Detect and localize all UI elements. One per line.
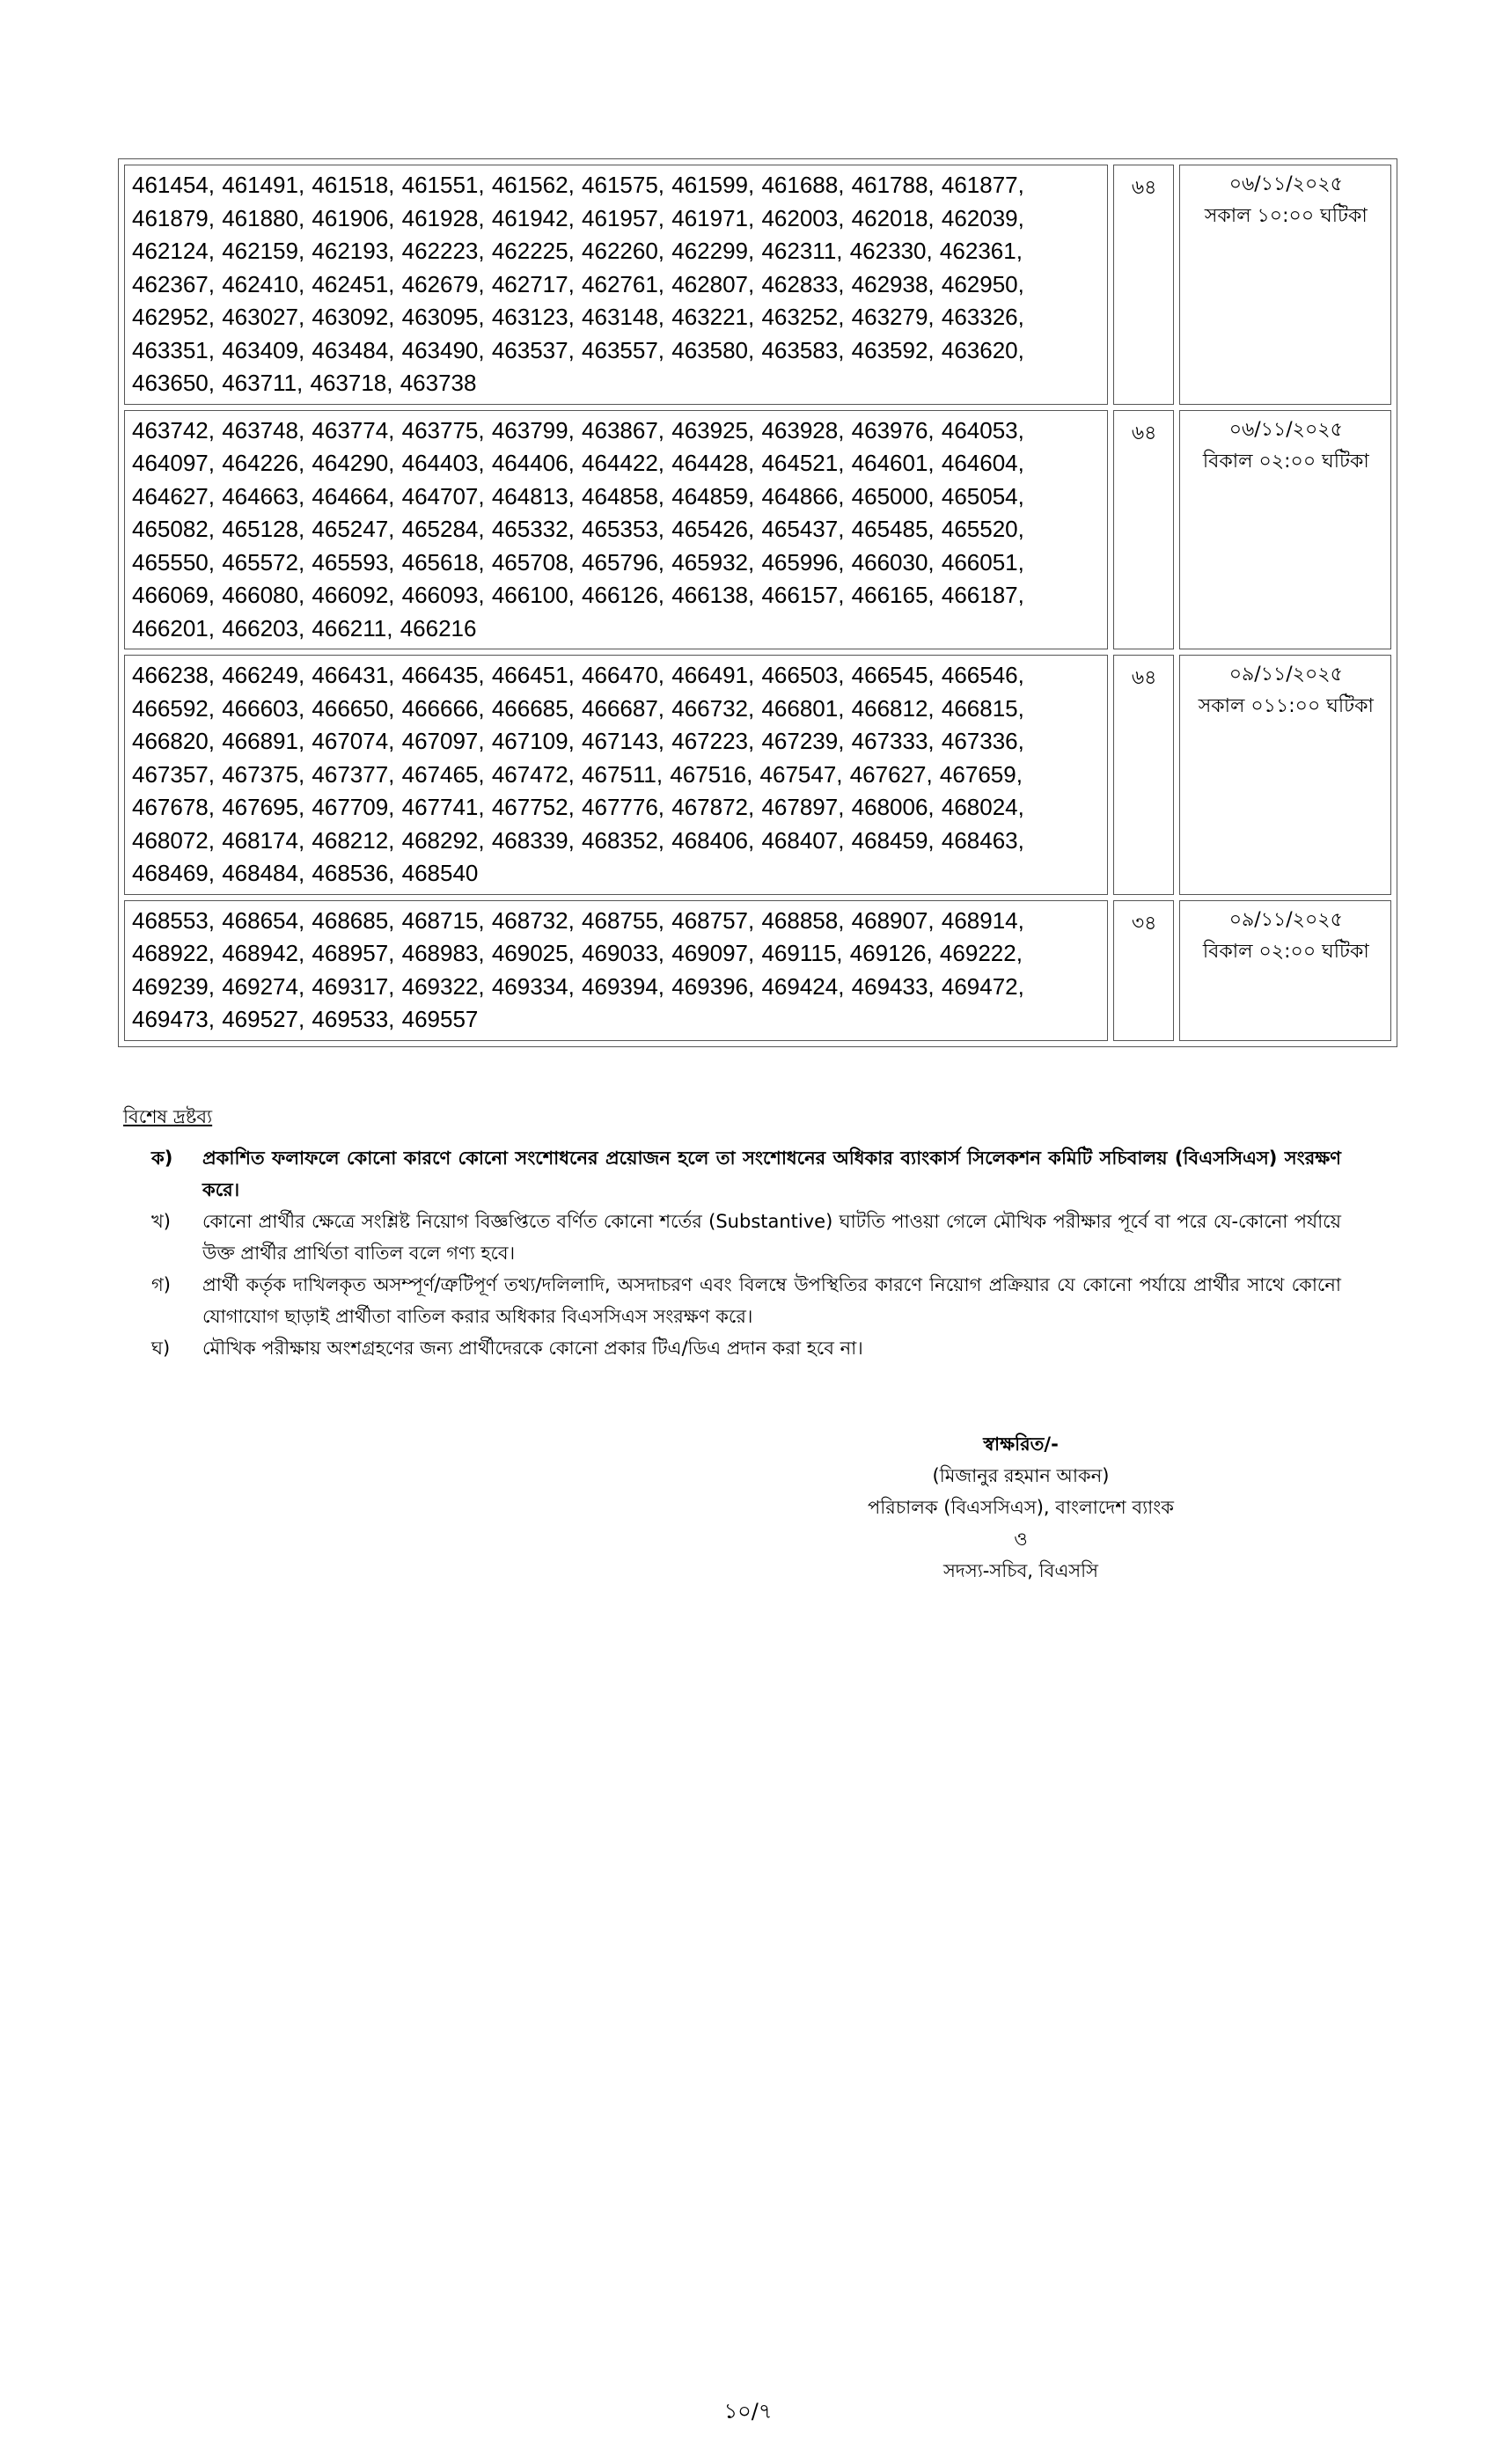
candidate-count-cell: ৬৪ [1113,410,1174,650]
candidate-count-cell: ৩৪ [1113,900,1174,1041]
note-text: প্রকাশিত ফলাফলে কোনো কারণে কোনো সংশোধনের প্রয়োজন হলে তা সংশোধনের অধিকার ব্যাংকার্স সিলেকশন কমিটি সচিবালয় (বিএসসিএস) সংরক্ষণ করে। [202,1148,1341,1200]
list-item [151,1269,1341,1332]
candidate-count-cell: ৬৪ [1113,655,1174,895]
signature-block [792,1428,1250,1587]
table-row [124,900,1391,1041]
date-time-cell [1179,655,1391,895]
note-marker: ঘ) [151,1338,171,1359]
signatory-designation: পরিচালক (বিএসসিএস), বাংলাদেশ ব্যাংক [868,1497,1174,1518]
signed-mark: স্বাক্ষরিত/- [983,1434,1059,1455]
date-time-cell [1179,410,1391,650]
date-time-cell [1179,900,1391,1041]
notes-list [151,1142,1341,1364]
date-time-cell [1179,165,1391,405]
roll-numbers-cell: 466238, 466249, 466431, 466435, 466451, 466470, 466491, 466503, 466545, 466546, 466592, 466603, 466650, 466666, 466685, 466687, 466732, 466801, 466812, 466815, 466820, 466891, 467074, 467097, 467109, 467143, 467223, 467239, 467333, 467336, 467357, 467375, 467377, 467465, 467472, 467511, 467516, 467547, 467627, 467659, 467678, 467695, 467709, 467741, 467752, 467776, 467872, 467897, 468006, 468024, 468072, 468174, 468212, 468292, 468339, 468352, 468406, 468407, 468459, 468463, 468469, 468484, 468536, 468540 [124,655,1108,895]
signatory-role: সদস্য-সচিব, বিএসসি [942,1560,1099,1581]
viva-time: সকাল ০১১:০০ ঘটিকা [1198,695,1374,717]
roll-numbers-cell: 468553, 468654, 468685, 468715, 468732, 468755, 468757, 468858, 468907, 468914, 468922, 468942, 468957, 468983, 469025, 469033, 469097, 469115, 469126, 469222, 469239, 469274, 469317, 469322, 469334, 469394, 469396, 469424, 469433, 469472, 469473, 469527, 469533, 469557 [124,900,1108,1041]
roll-numbers-cell: 463742, 463748, 463774, 463775, 463799, 463867, 463925, 463928, 463976, 464053, 464097, 464226, 464290, 464403, 464406, 464422, 464428, 464521, 464601, 464604, 464627, 464663, 464664, 464707, 464813, 464858, 464859, 464866, 465000, 465054, 465082, 465128, 465247, 465284, 465332, 465353, 465426, 465437, 465485, 465520, 465550, 465572, 465593, 465618, 465708, 465796, 465932, 465996, 466030, 466051, 466069, 466080, 466092, 466093, 466100, 466126, 466138, 466157, 466165, 466187, 466201, 466203, 466211, 466216 [124,410,1108,650]
signatory-name: (মিজানুর রহমান আকন) [932,1465,1110,1486]
note-marker: ক) [151,1148,173,1169]
note-text: মৌখিক পরীক্ষায় অংশগ্রহণের জন্য প্রার্থীদেরকে কোনো প্রকার টিএ/ডিএ প্রদান করা হবে না। [202,1338,863,1359]
candidate-count-cell: ৬৪ [1113,165,1174,405]
viva-schedule-table [118,158,1397,1047]
viva-date: ০৬/১১/২০২৫ [1228,418,1343,441]
viva-time: সকাল ১০:০০ ঘটিকা [1204,205,1368,227]
notes-heading: বিশেষ দ্রষ্টব্য [123,1106,213,1127]
viva-time: বিকাল ০২:০০ ঘটিকা [1202,940,1369,963]
viva-date: ০৯/১১/২০২৫ [1228,664,1343,686]
page-number: ১০/৭ [723,2399,773,2424]
roll-numbers-cell: 461454, 461491, 461518, 461551, 461562, 461575, 461599, 461688, 461788, 461877, 461879, 461880, 461906, 461928, 461942, 461957, 461971, 462003, 462018, 462039, 462124, 462159, 462193, 462223, 462225, 462260, 462299, 462311, 462330, 462361, 462367, 462410, 462451, 462679, 462717, 462761, 462807, 462833, 462938, 462950, 462952, 463027, 463092, 463095, 463123, 463148, 463221, 463252, 463279, 463326, 463351, 463409, 463484, 463490, 463537, 463557, 463580, 463583, 463592, 463620, 463650, 463711, 463718, 463738 [124,165,1108,405]
list-item [151,1206,1341,1269]
viva-date: ০৬/১১/২০২৫ [1228,173,1343,195]
table-row [124,655,1391,895]
table-row [124,165,1391,405]
note-text: কোনো প্রার্থীর ক্ষেত্রে সংশ্লিষ্ট নিয়োগ বিজ্ঞপ্তিতে বর্ণিত কোনো শর্তের (Substantive) ঘাটতি পাওয়া গেলে মৌখিক পরীক্ষার পূর্বে বা পরে যে-কোনো পর্যায়ে উক্ত প্রার্থীর প্রার্থিতা বাতিল বলে গণ্য হবে। [202,1211,1341,1264]
list-item [151,1142,1341,1206]
viva-date: ০৯/১১/২০২৫ [1228,908,1343,931]
note-marker: গ) [151,1274,171,1295]
table-row [124,410,1391,650]
signatory-conjunction: ও [1014,1529,1028,1550]
list-item [151,1332,1341,1364]
note-marker: খ) [151,1211,171,1232]
viva-time: বিকাল ০২:০০ ঘটিকা [1202,450,1369,473]
note-text: প্রার্থী কর্তৃক দাখিলকৃত অসম্পূর্ণ/ত্রুটিপূর্ণ তথ্য/দলিলাদি, অসদাচরণ এবং বিলম্বে উপস্থিতির কারণে নিয়োগ প্রক্রিয়ার যে কোনো পর্যায়ে প্রার্থীর সাথে কোনো যোগাযোগ ছাড়াই প্রার্থীতা বাতিল করার অধিকার বিএসসিএস সংরক্ষণ করে। [202,1274,1341,1327]
